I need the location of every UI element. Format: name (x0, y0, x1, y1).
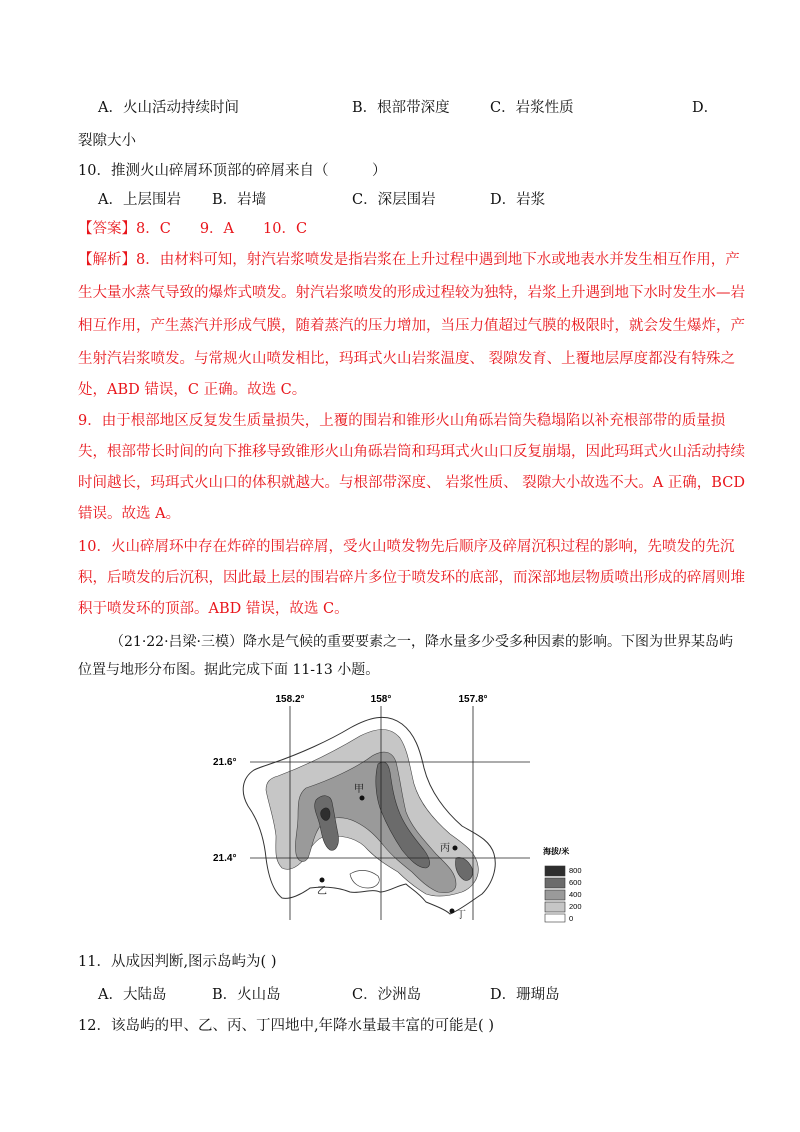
q9-option-b: B．根部带深度 (352, 100, 450, 116)
place-ding-marker (450, 909, 455, 914)
answer-text: 8．C 9．A 10．C (136, 221, 308, 237)
legend-swatch-200 (545, 902, 565, 912)
q11-option-c: C．沙洲岛 (352, 987, 422, 1003)
lon-label-2: 158° (370, 694, 392, 705)
q10-stem: 10．推测火山碎屑环顶部的碎屑来自（ ） (78, 163, 387, 179)
intro-line-2: 位置与地形分布图。据此完成下面 11-13 小题。 (78, 662, 380, 678)
lat-label-2: 21.4° (213, 853, 237, 864)
explanation-text: 8．由材料可知，射汽岩浆喷发是指岩浆在上升过程中遇到地下水或地表水并发生相互作用，产 (136, 252, 740, 268)
explanation-line-5: 处，ABD 错误，C 正确。故选 C。 (78, 382, 307, 398)
q11-stem: 11．从成因判断,图示岛屿为( ) (78, 954, 277, 970)
place-bing-marker (453, 846, 458, 851)
lon-label-1: 158.2° (275, 694, 305, 705)
explanation-line-7: 失，根部带长时间的向下推移导致锥形火山角砾岩筒和玛珥式火山口反复崩塌，因此玛珥式火山活动持续 (78, 444, 745, 460)
explanation-line-1 (78, 250, 740, 270)
q9-option-d: D． (692, 100, 719, 116)
legend-swatch-400 (545, 890, 565, 900)
answer-tag: 【答案】 (78, 221, 136, 237)
place-jia-label: 甲 (354, 784, 364, 795)
q9-option-c: C．岩浆性质 (490, 100, 574, 116)
legend-value-200: 200 (569, 902, 582, 911)
explanation-line-3: 相互作用，产生蒸汽并形成气膜，随着蒸汽的压力增加，当压力值超过气膜的极限时，就会发生爆炸，产 (78, 318, 745, 334)
explanation-line-6: 9．由于根部地区反复发生质量损失，上覆的围岩和锥形火山角砾岩筒失稳塌陷以补充根部带的质量损 (78, 413, 726, 429)
explanation-tag: 【解析】 (78, 252, 136, 268)
q9-option-d-continuation: 裂隙大小 (78, 133, 136, 149)
q10-option-d: D．岩浆 (490, 192, 546, 208)
answer-line (78, 219, 307, 239)
legend-swatch-600 (545, 878, 565, 888)
place-bing-label: 丙 (440, 843, 450, 854)
lat-label-1: 21.6° (213, 757, 237, 768)
q11-option-d: D．珊瑚岛 (490, 987, 560, 1003)
place-yi-marker (320, 878, 325, 883)
explanation-line-4: 生射汽岩浆喷发。与常规火山喷发相比，玛珥式火山岩浆温度、 裂隙发育、上覆地层厚度都没有特殊之 (78, 351, 736, 367)
place-yi-label: 乙 (317, 886, 327, 897)
q11-option-a: A．大陆岛 (98, 987, 167, 1003)
explanation-line-9: 错误。故选 A。 (78, 506, 181, 522)
intro-line-1: （21·22·吕梁·三模）降水是气候的重要要素之一，降水量多少受多种因素的影响。下图为世界某岛屿 (110, 634, 733, 650)
q10-option-a: A．上层围岩 (98, 192, 181, 208)
q9-option-a: A．火山活动持续时间 (98, 100, 239, 116)
island-topographic-map (210, 688, 600, 924)
elevation-legend (542, 846, 582, 923)
q11-option-b: B．火山岛 (212, 987, 281, 1003)
island-shape (243, 717, 495, 914)
legend-value-0: 0 (569, 914, 574, 923)
legend-swatch-800 (545, 866, 565, 876)
legend-value-600: 600 (569, 878, 582, 887)
explanation-line-8: 时间越长，玛珥式火山口的体积就越大。与根部带深度、 岩浆性质、 裂隙大小故选不大。A 正确，BCD (78, 475, 745, 491)
legend-value-800: 800 (569, 866, 582, 875)
explanation-line-10: 10．火山碎屑环中存在炸碎的围岩碎屑，受火山喷发物先后顺序及碎屑沉积过程的影响，先喷发的先沉 (78, 539, 735, 555)
explanation-line-2: 生大量水蒸气导致的爆炸式喷发。射汽岩浆喷发的形成过程较为独特，岩浆上升遇到地下水时发生水—岩 (78, 285, 745, 301)
place-ding-label: 丁 (456, 910, 466, 921)
lon-label-3: 157.8° (458, 694, 488, 705)
q10-option-b: B．岩墙 (212, 192, 267, 208)
explanation-line-11: 积，后喷发的后沉积，因此最上层的围岩碎片多位于喷发环的底部，而深部地层物质喷出形成的碎屑则堆 (78, 570, 745, 586)
legend-title: 海拔/米 (543, 847, 570, 856)
q10-option-c: C．深层围岩 (352, 192, 436, 208)
place-jia-marker (360, 796, 365, 801)
legend-value-400: 400 (569, 890, 582, 899)
legend-swatch-0 (545, 914, 565, 922)
explanation-line-12: 积于喷发环的顶部。ABD 错误，故选 C。 (78, 601, 349, 617)
q12-stem: 12．该岛屿的甲、乙、丙、丁四地中,年降水量最丰富的可能是( ) (78, 1018, 494, 1034)
